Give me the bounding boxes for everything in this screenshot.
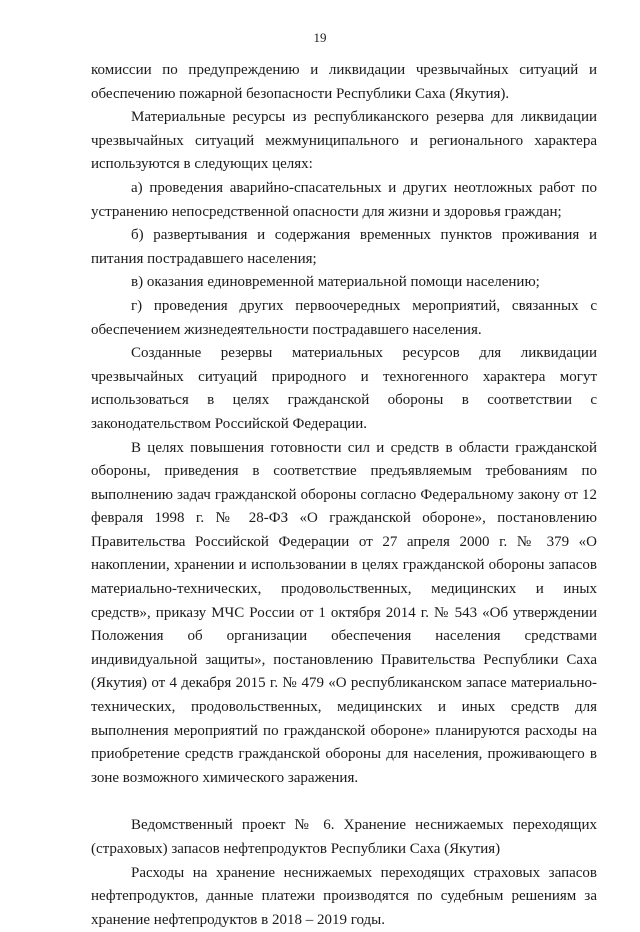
- paragraph-reserves-usage: Созданные резервы материальных ресурсов для ликвидации чрезвычайных ситуаций природного и техногенного характера могут использоваться в целях гражданской обороны в соответствии с законодательством Российской Федерации.: [91, 345, 597, 432]
- page-number: 19: [313, 30, 327, 45]
- section-heading-project-6: Ведомственный проект № 6. Хранение неснижаемых переходящих (страховых) запасов нефтепродуктов Республики Саха (Якутия): [91, 817, 597, 857]
- paragraph-fuel-storage-expenses: Расходы на хранение неснижаемых переходящих страховых запасов нефтепродуктов, данные платежи производятся по судебным решениям за хранение нефтепродуктов в 2018 – 2019 годы.: [91, 864, 597, 928]
- paragraph-material-resources: Материальные ресурсы из республиканского резерва для ликвидации чрезвычайных ситуаций межмуниципального и регионального характера используются в следующих целях:: [91, 109, 597, 173]
- list-item-c: в) оказания единовременной материальной помощи населению;: [131, 274, 540, 291]
- paragraph-gap: [91, 790, 597, 814]
- list-item-b: б) развертывания и содержания временных пунктов проживания и питания пострадавшего населения;: [91, 227, 597, 267]
- list-item-d: г) проведения других первоочередных мероприятий, связанных с обеспечением жизнедеятельности пострадавшего населения.: [91, 297, 597, 338]
- paragraph-commission-continuation: комиссии по предупреждению и ликвидации чрезвычайных ситуаций и обеспечению пожарной безопасности Республики Саха (Якутия).: [91, 62, 597, 102]
- document-body: [91, 59, 597, 932]
- list-item-a: а) проведения аварийно-спасательных и других неотложных работ по устранению непосредственной опасности для жизни и здоровья граждан;: [91, 179, 597, 220]
- paragraph-civil-defense: В целях повышения готовности сил и средств в области гражданской обороны, приведения в соответствие предъявляемым требованиям по выполнению задач гражданской обороны согласно Федеральному закону от 12 февраля 1998 г. № 28-ФЗ «О гражданской обороне», постановлению Правительства Российской Федерации от 27 апреля 2000 г. № 379 «О накоплении, хранении и использовании в целях гражданской обороны запасов материально-технических, продовольственных, медицинских и иных средств», приказу МЧС России от 1 октября 2014 г. № 543 «Об утверждении Положения об организации обеспечения населения средствами индивидуальной защиты», постановлению Правительства Республики Саха (Якутия) от 4 декабря 2015 г. № 479 «О республиканском запасе материально-технических, продовольственных, медицинских и иных средств для выполнения мероприятий по гражданской обороне» планируются расходы на приобретение средств гражданской обороны для населения, проживающего в зоне возможного химического заражения.: [91, 439, 597, 786]
